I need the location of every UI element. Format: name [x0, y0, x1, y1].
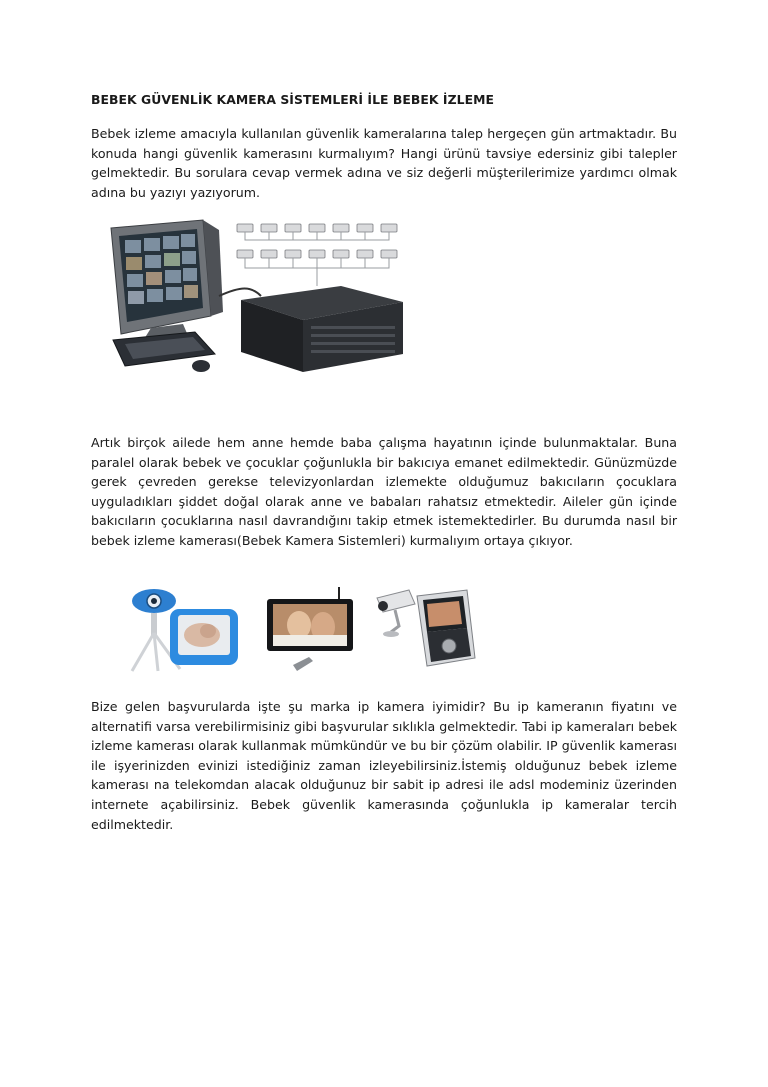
baby-monitor-screen-illustration — [170, 609, 238, 665]
remote-control-illustration — [293, 657, 313, 671]
crt-monitor-illustration — [111, 220, 223, 344]
dvr-recorder-illustration — [241, 286, 403, 372]
dvr-system-image — [91, 216, 421, 384]
wireless-lcd-monitor-image — [265, 585, 357, 673]
webcam-baby-monitor-image — [118, 583, 242, 673]
keyboard-illustration — [113, 332, 215, 372]
document-title: BEBEK GÜVENLİK KAMERA SİSTEMLERİ İLE BEBEK İZLEME — [91, 92, 494, 107]
paragraph-caregivers: Artık birçok ailede hem anne hemde baba çalışma hayatının içinde bulunmaktalar. Buna paralel olarak bebek ve çocuklar çoğunlukla bir bakıcıya emanet edilmektedir. Günüzmüzde gerek çevreden gerekse televizyonlardan izlemekte olduğumuz bakıcıların çocuklara uyguladıkları şiddet doğal olarak anne ve babaları rahatsız etmektedir. Aileler gün içinde bakıcıların çocuklarına nasıl davrandığını takip etmek istemektedirler. Bu durumda nasıl bir bebek izleme kamerası(Bebek Kamera Sistemleri) kurmalıyım ortaya çıkıyor. — [91, 435, 677, 548]
handheld-monitor-illustration — [417, 590, 475, 666]
camera-array-illustration — [237, 224, 397, 258]
camera-handheld-monitor-image — [371, 586, 479, 672]
lcd-monitor-illustration — [267, 587, 353, 651]
bullet-camera-illustration — [377, 590, 415, 637]
paragraph-ip-cameras: Bize gelen başvurularda işte şu marka ip kamera iyimidir? Bu ip kameranın fiyatını ve alternatifi varsa verebilirmisiniz gibi başvurular sıklıkla gelmektedir. Tabi ip kameraları bebek izleme kamerası olarak kullanmak mümkündür ve bu bir çözüm olabilir. IP güvenlik kamerası ile işyerinizden evinizi istediğiniz zaman izleyebilirsiniz.İstemiş olduğunuz bebek izleme kamerası na telekomdan alacak olduğunuz bir sabit ip adresi ile adsl modeminiz üzerinden internete açabilirsiniz. Bebek güvenlik kamerasında çoğunlukla ip kameralar tercih edilmektedir. — [91, 699, 677, 832]
paragraph-intro: Bebek izleme amacıyla kullanılan güvenlik kameralarına talep hergeçen gün artmaktadır. Bu konuda hangi güvenlik kamerasını kurmalıyım? Hangi ürünü tavsiye edersiniz gibi talepler gelmektedir. Bu sorulara cevap vermek adına ve siz değerli müşterilerimize yardımcı olmak adına bu yazıyı yazıyorum. — [91, 126, 677, 200]
